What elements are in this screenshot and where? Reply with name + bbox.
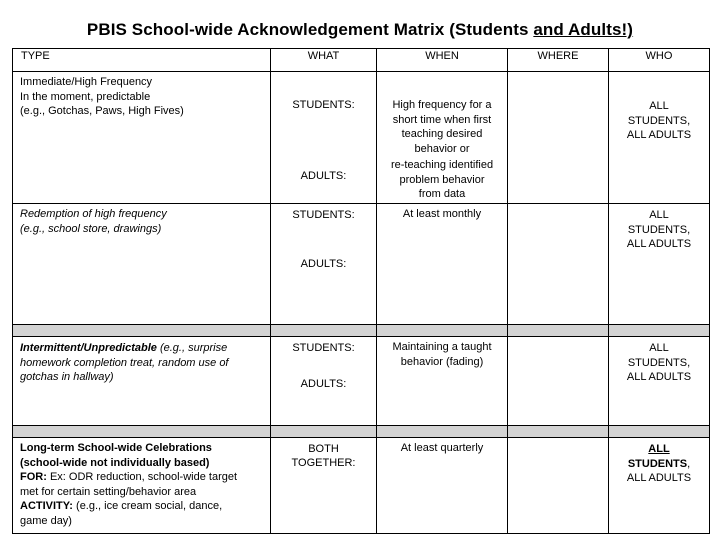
who-cell [609,72,710,204]
when-line: re-teaching identified [390,159,494,171]
who-line: ALL [649,342,669,354]
title-underlined: and Adults!) [533,20,634,39]
when-cell [377,438,508,534]
who-line: ALL [649,209,669,221]
header-row [13,49,710,72]
type-description: gotchas in hallway) [20,371,114,383]
when-line: behavior (fading) [400,356,484,368]
type-title: Intermittent/Unpredictable [20,342,157,354]
who-line: STUDENTS, [627,223,691,236]
when-line: High frequency for a [392,99,492,111]
who-line: STUDENTS [627,457,688,470]
when-line: At least quarterly [400,442,484,454]
table-row [13,72,710,204]
who-line: ALL ADULTS [626,472,692,484]
for-text-line2: met for certain setting/behavior area [20,485,197,498]
what-cell [271,337,377,426]
who-line: ALL ADULTS [626,371,692,383]
type-description: In the moment, predictable [20,90,151,103]
type-title: Redemption of high frequency [20,208,167,220]
who-cell [609,204,710,325]
what-students-label: STUDENTS: [292,99,355,111]
who-line: ALL ADULTS [626,129,692,141]
what-adults-label: ADULTS: [300,170,347,182]
table-row [13,438,710,534]
who-cell [609,337,710,426]
what-students-label: STUDENTS: [292,342,355,354]
header-type: TYPE [13,49,271,72]
what-adults-label: ADULTS: [300,258,347,270]
what-together-label: TOGETHER: [291,457,356,469]
who-line: STUDENTS, [627,114,691,127]
who-comma: , [687,457,691,470]
who-line: ALL [649,100,669,112]
header-what: WHAT [271,49,377,72]
type-description: (e.g., Gotchas, Paws, High Fives) [20,105,184,117]
separator-row [13,426,710,438]
what-cell [271,204,377,325]
table-row [13,337,710,426]
where-cell [508,337,609,426]
when-cell [377,72,508,204]
where-cell [508,438,609,534]
when-line: short time when first [392,113,492,126]
type-cell [13,72,271,204]
acknowledgement-matrix [12,48,710,534]
when-line: behavior or [414,142,470,155]
separator-row [13,325,710,337]
when-cell [377,337,508,426]
where-cell [508,204,609,325]
table-row [13,204,710,325]
who-line: ALL ADULTS [626,238,692,250]
type-cell [13,438,271,534]
who-line: STUDENTS, [627,356,691,369]
when-line: At least monthly [402,208,482,220]
where-cell [508,72,609,204]
what-cell [271,438,377,534]
type-title-suffix: (e.g., surprise [156,342,228,354]
when-line: problem behavior [399,173,485,186]
type-cell [13,337,271,426]
for-label: FOR: [20,471,47,483]
type-title: Long-term School-wide Celebrations [20,442,212,454]
when-line: Maintaining a taught [392,341,492,353]
who-line: ALL [648,443,670,455]
header-when: WHEN [377,49,508,72]
for-text: Ex: ODR reduction, school-wide target [46,471,238,483]
what-adults-label: ADULTS: [300,378,347,390]
activity-text: (e.g., ice cream social, dance, [72,500,223,512]
type-description: homework completion treat, random use of [20,356,229,369]
header-who: WHO [609,49,710,72]
who-cell [609,438,710,534]
activity-text-line2: game day) [20,514,72,527]
type-title: Immediate/High Frequency [20,76,153,88]
type-title-line2: (school-wide not individually based) [20,456,210,469]
when-cell [377,204,508,325]
activity-label: ACTIVITY: [20,500,73,512]
what-together-label: BOTH [308,443,339,455]
type-cell [13,204,271,325]
page-title: PBIS School-wide Acknowledgement Matrix (Students and Adults!) [86,20,634,39]
what-students-label: STUDENTS: [292,209,355,221]
when-line: from data [418,188,466,200]
when-line: teaching desired [401,128,483,140]
what-cell [271,72,377,204]
type-description: (e.g., school store, drawings) [20,222,162,235]
header-where: WHERE [508,49,609,72]
